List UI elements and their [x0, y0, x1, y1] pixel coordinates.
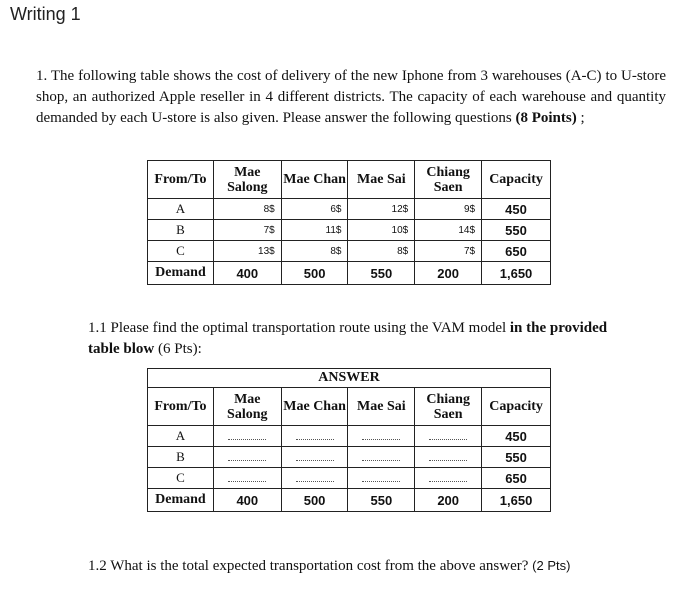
row-label-a: A — [148, 199, 214, 220]
table-row — [148, 199, 551, 220]
question-1-1-prefix: 1.1 Please find the optimal transportation route using the VAM model — [88, 320, 510, 336]
dotted-blank — [362, 431, 400, 440]
header-capacity: Capacity — [482, 161, 551, 199]
answer-blank-cell[interactable] — [415, 426, 482, 447]
demand-cell: 500 — [281, 489, 348, 512]
capacity-cell: 550 — [482, 447, 551, 468]
demand-cell: 500 — [281, 262, 348, 285]
row-label-b: B — [148, 447, 214, 468]
capacity-cell: 650 — [482, 468, 551, 489]
header-from-to: From/To — [148, 161, 214, 199]
dotted-blank — [362, 473, 400, 482]
header-mae-sai: Mae Sai — [348, 161, 415, 199]
answer-blank-cell[interactable] — [213, 426, 281, 447]
row-label-a: A — [148, 426, 214, 447]
answer-blank-cell[interactable] — [213, 468, 281, 489]
cost-cell: 6$ — [281, 199, 348, 220]
demand-cell: 550 — [348, 489, 415, 512]
demand-row — [148, 262, 551, 285]
cost-cell: 8$ — [213, 199, 281, 220]
header-from-to: From/To — [148, 388, 214, 426]
cost-cell: 10$ — [348, 220, 415, 241]
question-1-1-bold: in the provided table blow — [88, 320, 608, 357]
demand-cell: 550 — [348, 262, 415, 285]
cost-cell: 8$ — [348, 241, 415, 262]
cost-cell: 8$ — [281, 241, 348, 262]
cost-cell: 7$ — [213, 220, 281, 241]
header-chiang-saen: Chiang Saen — [415, 161, 482, 199]
demand-cell: 200 — [415, 489, 482, 512]
dotted-blank — [429, 473, 467, 482]
row-label-c: C — [148, 241, 214, 262]
question-1-text — [36, 66, 666, 129]
dotted-blank — [362, 452, 400, 461]
answer-blank-cell[interactable] — [415, 447, 482, 468]
cost-cell: 13$ — [213, 241, 281, 262]
cost-table-header-row — [148, 161, 551, 199]
answer-header-row — [148, 388, 551, 426]
cost-cell: 7$ — [415, 241, 482, 262]
row-label-b: B — [148, 220, 214, 241]
demand-row — [148, 489, 551, 512]
header-chiang-saen: Chiang Saen — [415, 388, 482, 426]
demand-total: 1,650 — [482, 489, 551, 512]
answer-table — [147, 368, 551, 512]
answer-title-row — [148, 369, 551, 388]
demand-label: Demand — [148, 489, 214, 512]
capacity-cell: 550 — [482, 220, 551, 241]
dotted-blank — [296, 473, 334, 482]
table-row — [148, 241, 551, 262]
capacity-cell: 650 — [482, 241, 551, 262]
header-mae-chan: Mae Chan — [281, 388, 348, 426]
question-1-body: 1. The following table shows the cost of delivery of the new Iphone from 3 warehouses (A-C) to U-store shop, an authorized Apple reseller in 4 different districts. The capacity of each warehouse and quantity demanded by each U-store is also given. Please answer the following questions — [36, 68, 666, 126]
header-mae-chan: Mae Chan — [281, 161, 348, 199]
answer-blank-cell[interactable] — [415, 468, 482, 489]
dotted-blank — [228, 473, 266, 482]
header-mae-salong: Mae Salong — [213, 161, 281, 199]
question-1-2-body: 1.2 What is the total expected transportation cost from the above answer? — [88, 558, 533, 574]
dotted-blank — [296, 452, 334, 461]
demand-total: 1,650 — [482, 262, 551, 285]
row-label-c: C — [148, 468, 214, 489]
cost-table — [147, 160, 551, 285]
answer-title: ANSWER — [148, 369, 551, 388]
dotted-blank — [296, 431, 334, 440]
dotted-blank — [429, 452, 467, 461]
dotted-blank — [429, 431, 467, 440]
cost-cell: 12$ — [348, 199, 415, 220]
cost-cell: 9$ — [415, 199, 482, 220]
question-1-tail: ; — [576, 110, 585, 126]
question-1-points: (8 Points) — [515, 110, 577, 126]
demand-cell: 200 — [415, 262, 482, 285]
header-mae-sai: Mae Sai — [348, 388, 415, 426]
cost-cell: 14$ — [415, 220, 482, 241]
question-1-1-text — [88, 318, 628, 360]
demand-label: Demand — [148, 262, 214, 285]
table-row — [148, 426, 551, 447]
answer-blank-cell[interactable] — [348, 468, 415, 489]
answer-blank-cell[interactable] — [281, 447, 348, 468]
demand-cell: 400 — [213, 489, 281, 512]
cost-cell: 11$ — [281, 220, 348, 241]
answer-blank-cell[interactable] — [281, 468, 348, 489]
table-row — [148, 468, 551, 489]
demand-cell: 400 — [213, 262, 281, 285]
dotted-blank — [228, 431, 266, 440]
question-1-2-points: (2 Pts) — [532, 558, 571, 573]
question-1-2-text — [88, 556, 570, 576]
answer-blank-cell[interactable] — [281, 426, 348, 447]
table-row — [148, 220, 551, 241]
header-mae-salong: Mae Salong — [213, 388, 281, 426]
document-title: Writing 1 — [10, 4, 81, 24]
dotted-blank — [228, 452, 266, 461]
answer-blank-cell[interactable] — [213, 447, 281, 468]
answer-blank-cell[interactable] — [348, 426, 415, 447]
header-capacity: Capacity — [482, 388, 551, 426]
table-row — [148, 447, 551, 468]
capacity-cell: 450 — [482, 426, 551, 447]
answer-blank-cell[interactable] — [348, 447, 415, 468]
question-1-1-suffix: (6 Pts): — [154, 341, 202, 357]
capacity-cell: 450 — [482, 199, 551, 220]
